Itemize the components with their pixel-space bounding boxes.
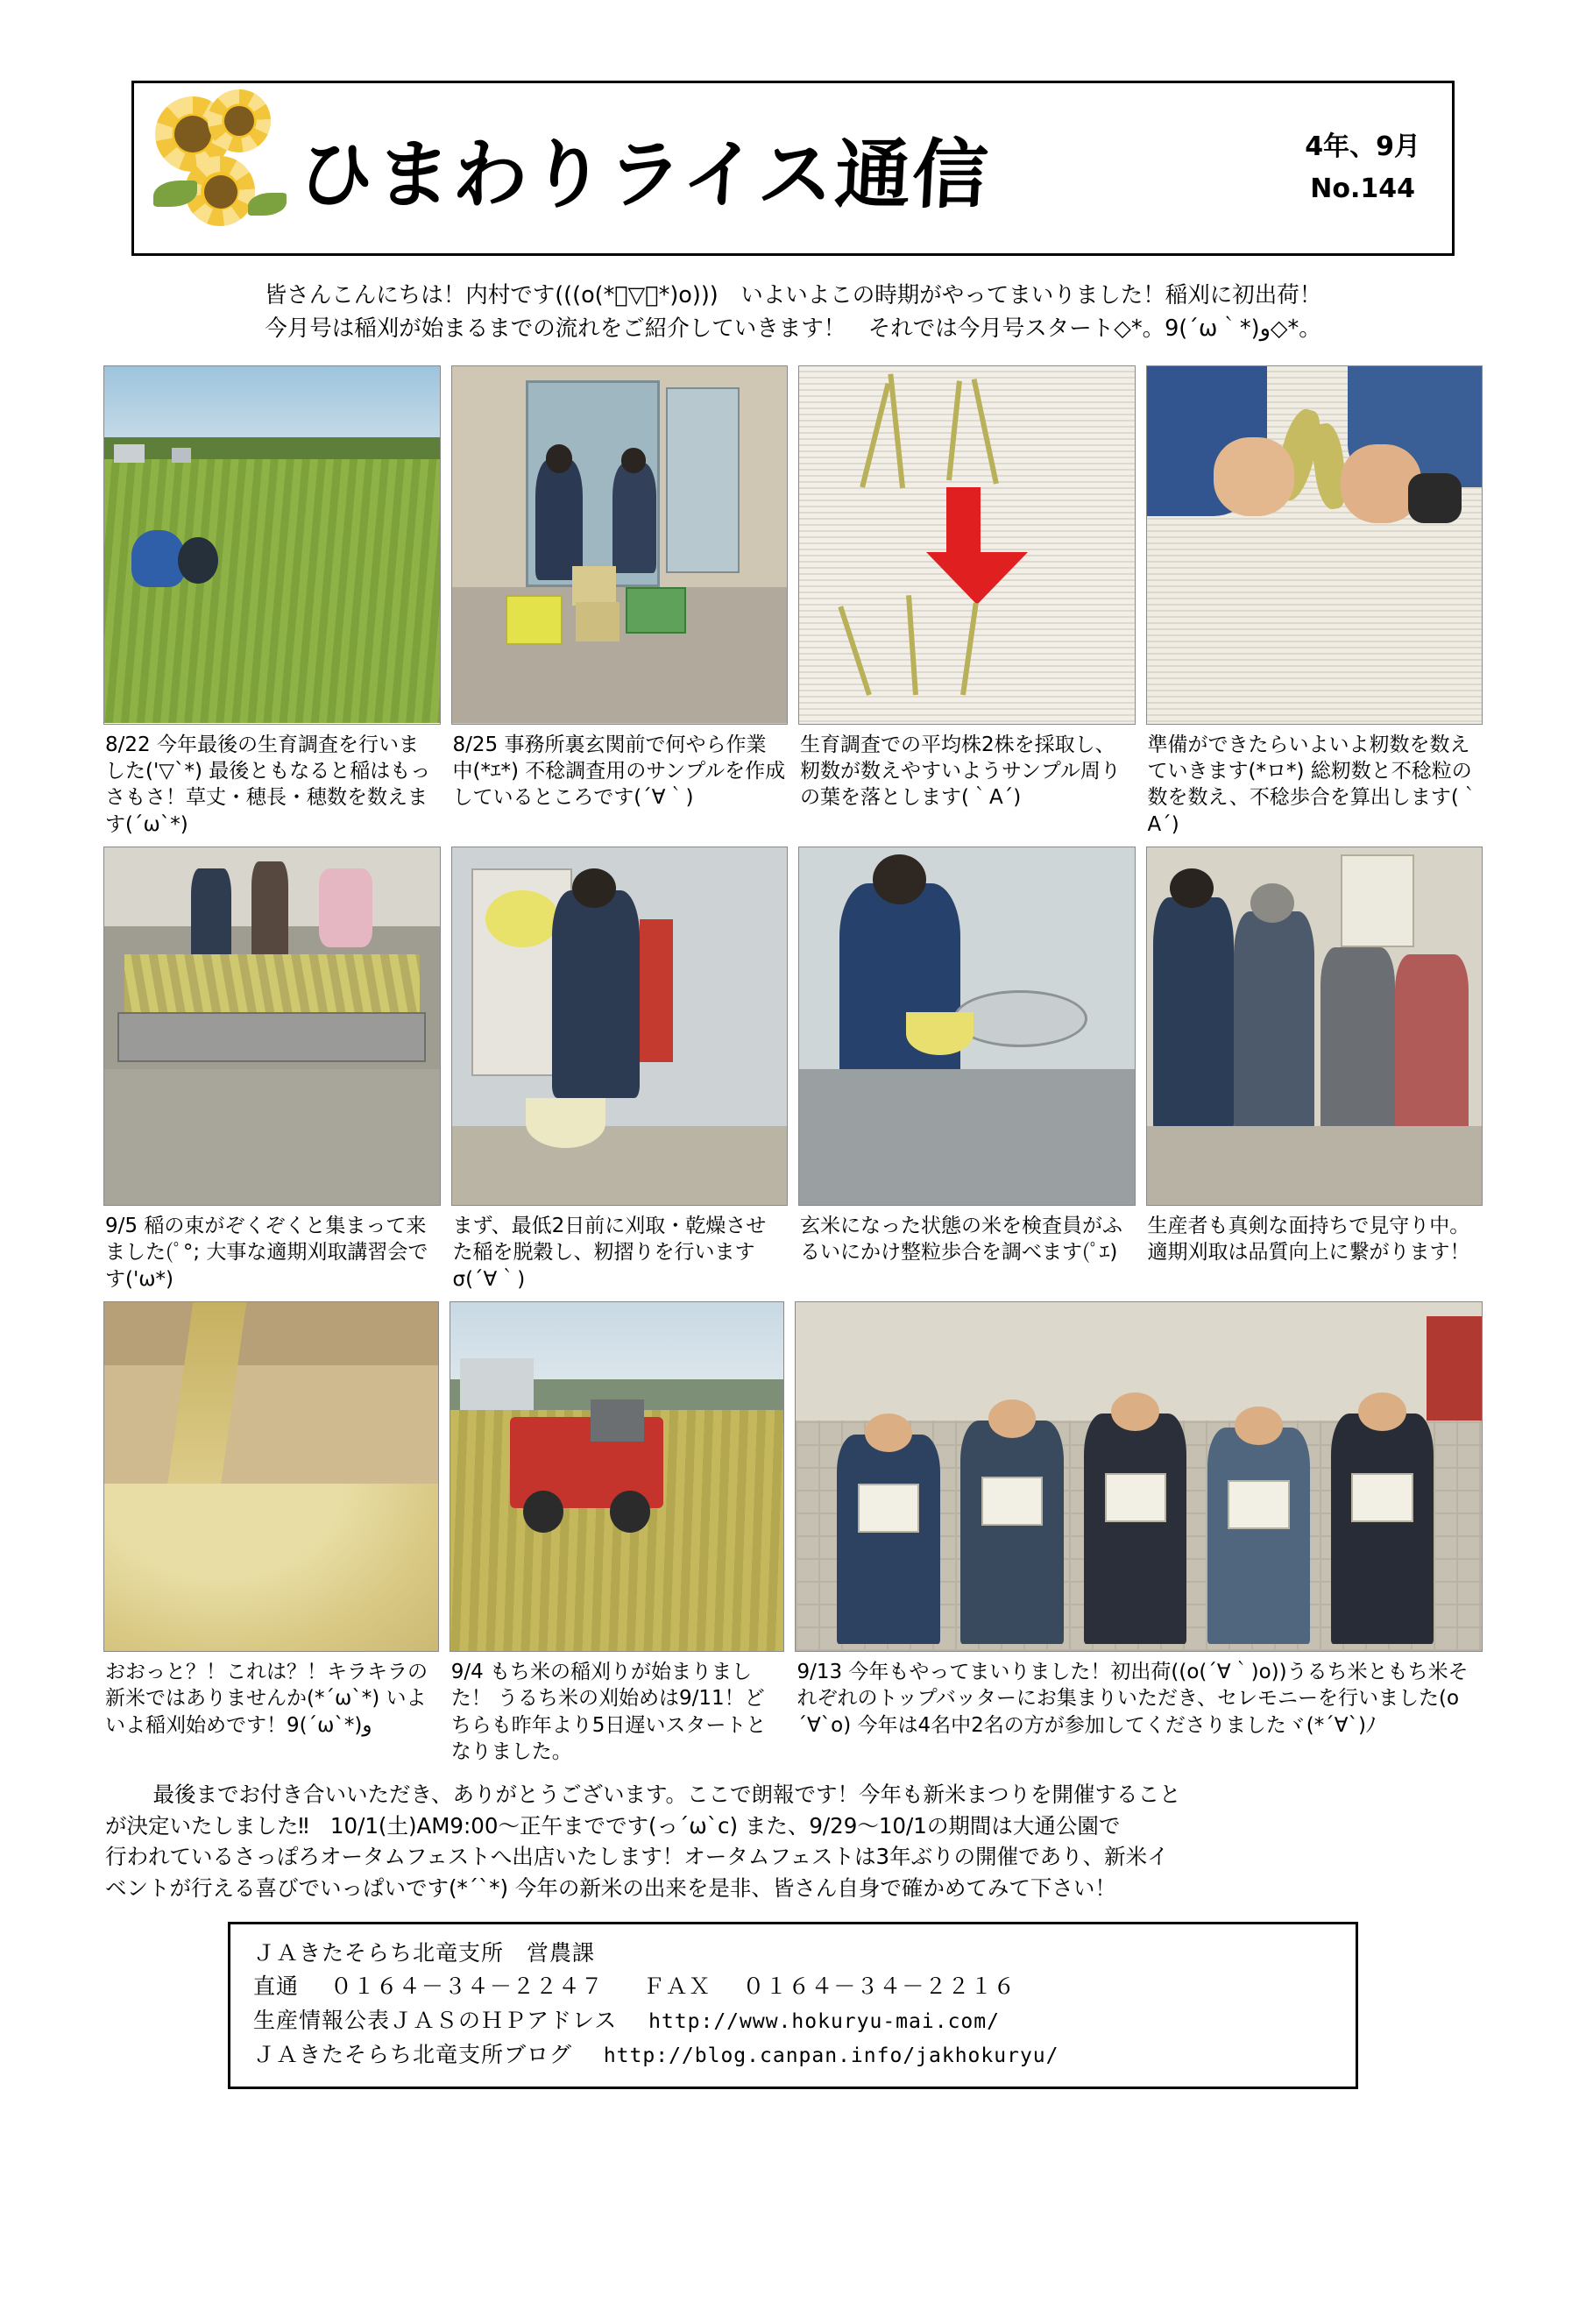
contact-blog-url[interactable]: http://blog.canpan.info/jakhokuryu/	[603, 2044, 1059, 2067]
photo-caption: おおっと？！これは？！キラキラの新米ではありませんか(*´ω`*) いよいよ稲刈始めです！9(´ω`*)و	[105, 1661, 428, 1737]
contact-blog-label: ＪＡきたそらち北竜支所ブログ	[253, 2041, 573, 2067]
photo-sieving-inspection	[798, 847, 1136, 1206]
photo-first-shipment-ceremony	[795, 1301, 1483, 1652]
photo-counting-grains	[1146, 365, 1483, 725]
contact-jas-url[interactable]: http://www.hokuryu-mai.com/	[648, 2010, 1000, 2034]
photo-threshing	[451, 847, 789, 1206]
issue-number: No.144	[1310, 174, 1415, 204]
page-title: ひまわりライス通信	[295, 131, 992, 219]
contact-org: ＪＡきたそらち北竜支所 営農課	[253, 1939, 596, 1966]
photo-cell-10	[450, 1301, 785, 1765]
photo-cell-9	[103, 1301, 439, 1765]
closing-line-3: 行われているさっぽろオータムフェストへ出店いたします！オータムフェストは3年ぶりの開催であり、新米イ	[105, 1844, 1169, 1870]
contact-fax-number: ０１６４－３４－２２１６	[742, 1973, 1016, 2000]
contact-blog-row	[253, 2038, 1333, 2072]
contact-phone-number: ０１６４－３４－２２４７	[329, 1973, 604, 2000]
photo-cell-8	[1146, 847, 1483, 1293]
contact-fax-label: ＦＡＸ	[642, 1973, 712, 2000]
photo-caption: 9/4 もち米の稲刈りが始まりました！ うるち米の刈始めは9/11！どちらも昨年より5日遅いスタートとなりました。	[450, 1661, 767, 1764]
photo-grid	[103, 365, 1483, 1766]
photo-cell-2	[451, 365, 789, 838]
closing-line-1: 最後までお付き合いいただき、ありがとうございます。ここで朗報です！今年も新米まつりを開催すること	[131, 1782, 1181, 1808]
photo-new-rice-pouring	[103, 1301, 439, 1652]
closing-line-4: ベントが行える喜びでいっぱいです(*´`*) 今年の新米の出来を是非、皆さん自身で確かめてみて下さい！	[105, 1875, 1116, 1901]
photo-row-2	[103, 847, 1483, 1293]
photo-cell-3	[798, 365, 1136, 838]
closing-line-2: が決定いたしました‼ 10/1(土)AM9:00〜正午までです(っ´ω`c) また、9/29〜10/1の期間は大通公園で	[105, 1812, 1121, 1839]
intro-text	[114, 279, 1472, 346]
issue-date: 4年、9月	[1305, 131, 1420, 162]
photo-producers-watching	[1146, 847, 1483, 1206]
photo-office-entrance	[451, 365, 789, 725]
contact-jas-label: 生産情報公表ＪＡＳのＨＰアドレス	[253, 2008, 618, 2034]
masthead	[131, 81, 1455, 256]
photo-caption: 準備ができたらいよいよ籾数を数えていきます(*ロ*) 総籾数と不稔粒の数を数え、不稔歩合を算出します(｀A´)	[1147, 733, 1479, 836]
photo-cell-6	[451, 847, 789, 1293]
contact-phone-row	[253, 1970, 1333, 2004]
closing-paragraph	[105, 1779, 1481, 1903]
photo-row-3	[103, 1301, 1483, 1765]
photo-cell-4	[1146, 365, 1483, 838]
sunflower-icon	[150, 89, 290, 247]
newsletter-page	[0, 81, 1586, 2324]
photo-caption: 8/25 事務所裏玄関前で何やら作業中(*ｴ*) 不稔調査用のサンプルを作成しているところです(´∀｀)	[452, 733, 786, 810]
photo-caption: 9/13 今年もやってまいりました！初出荷((o(´∀｀)o))うるち米ともち米それぞれのトップバッターにお集まりいただき、セレモニーを行いました(o´∀`o) 今年は4名中2名の方が参加してくださりましたヾ(*´∀`)ﾉ	[797, 1661, 1469, 1737]
intro-line-1: 皆さんこんにちは！内村です(((o(*゚▽゚*)o))) いよいよこの時期がやってまいりました！稲刈に初出荷！	[264, 282, 1322, 308]
photo-caption: 9/5 稲の束がぞくぞくと集まって来ました(ﾟ°; 大事な適期刈取講習会です('ω*)	[105, 1214, 428, 1291]
masthead-title-wrap	[290, 114, 1305, 223]
intro-line-2: 今月号は稲刈が始まるまでの流れをご紹介していきます！ それでは今月号スタート◇*。9(´ω｀*)و◇*。	[265, 315, 1321, 343]
contact-phone-label: 直通	[253, 1973, 300, 2000]
photo-combine-harvester	[450, 1301, 785, 1652]
photo-caption: 8/22 今年最後の生育調査を行いました('▽`*) 最後ともなると稲はもっさもさ！草丈・穂長・穂数を数えます(´ω`*)	[105, 733, 431, 836]
photo-caption: 生育調査での平均株2株を採取し、籾数が数えやすいようサンプル周りの葉を落とします(｀A´)	[800, 733, 1121, 810]
photo-caption: まず、最低2日前に刈取・乾燥させた稲を脱穀し、籾摺りを行います σ(´∀｀)	[452, 1214, 767, 1291]
photo-caption: 生産者も真剣な面持ちで見守り中。適期刈取は品質向上に繋がります！	[1147, 1214, 1470, 1265]
photo-row-1	[103, 365, 1483, 838]
photo-rice-bundles	[103, 847, 441, 1206]
photo-caption: 玄米になった状態の米を検査員がふるいにかけ整粒歩合を調べます(ﾟｴ)	[800, 1214, 1122, 1265]
photo-cell-7	[798, 847, 1136, 1293]
photo-cell-5	[103, 847, 441, 1293]
photo-cell-11	[795, 1301, 1483, 1765]
issue-info	[1305, 126, 1452, 210]
contact-box	[228, 1922, 1358, 2089]
photo-sampling-newspaper	[798, 365, 1136, 725]
photo-growth-survey	[103, 365, 441, 725]
photo-cell-1	[103, 365, 441, 838]
contact-jas-row	[253, 2004, 1333, 2038]
